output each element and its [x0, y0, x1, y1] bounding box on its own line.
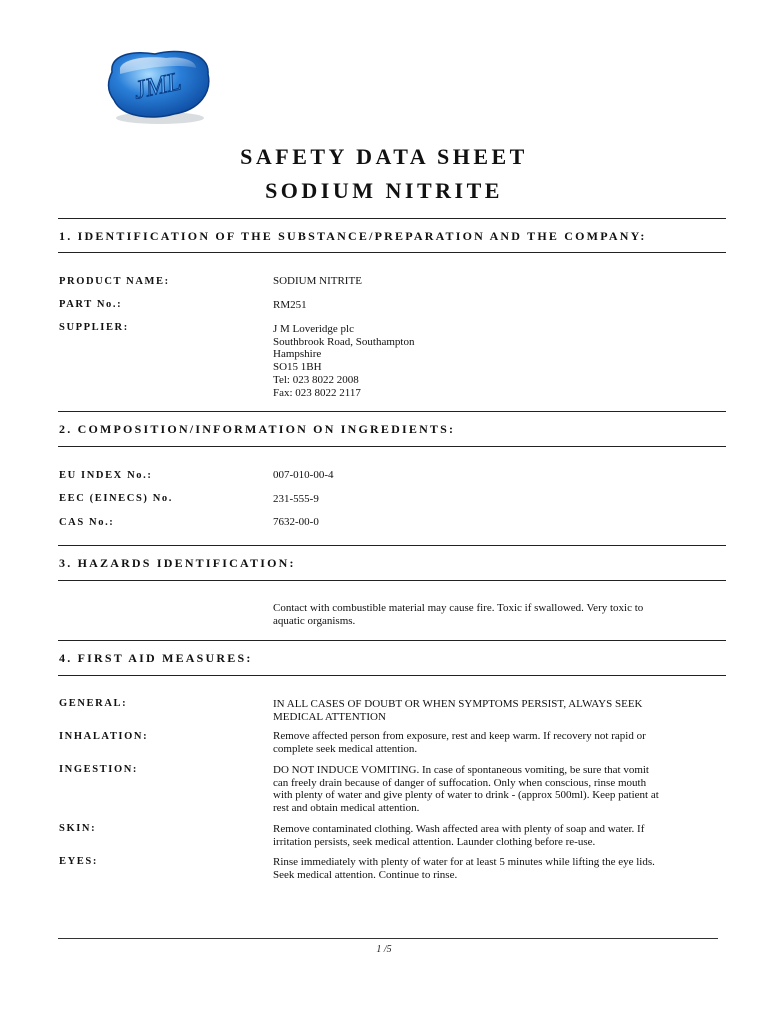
inhalation-line: Remove affected person from exposure, rest and keep warm. If recovery not rapid or	[273, 730, 646, 742]
ingestion-line: can freely drain because of danger of suffocation. Only when conscious, rinse mouth	[273, 776, 647, 789]
general-line: IN ALL CASES OF DOUBT OR WHEN SYMPTOMS PERSIST, ALWAYS SEEK	[273, 698, 643, 710]
supplier-line: Fax: 023 8022 2117	[273, 386, 361, 399]
product-name-value: SODIUM NITRITE	[273, 275, 362, 287]
document-title: SAFETY DATA SHEET	[240, 144, 528, 169]
inhalation-text	[273, 730, 693, 755]
divider	[58, 252, 726, 253]
page-number: 1 /5	[376, 944, 392, 955]
ingestion-text	[273, 764, 693, 815]
ingestion-line: DO NOT INDUCE VOMITING. In case of spontaneous vomiting, be sure that vomit	[273, 764, 649, 776]
part-no-label: PART No.:	[59, 299, 123, 310]
supplier-line: Hampshire	[273, 348, 322, 361]
supplier-label: SUPPLIER:	[59, 322, 129, 333]
general-text	[273, 698, 693, 723]
ingestion-line: rest and obtain medical attention.	[273, 802, 420, 815]
eyes-line: Rinse immediately with plenty of water for at least 5 minutes while lifting the eye lids.	[273, 856, 655, 868]
supplier-address	[273, 323, 693, 399]
section-4-title: 4. FIRST AID MEASURES:	[59, 651, 253, 665]
section-3-title: 3. HAZARDS IDENTIFICATION:	[59, 556, 296, 570]
eec-label: EEC (EINECS) No.	[59, 493, 173, 504]
document-subtitle: SODIUM NITRITE	[265, 178, 503, 203]
hazards-line: Contact with combustible material may cause fire. Toxic if swallowed. Very toxic to	[273, 602, 644, 614]
company-logo	[100, 44, 218, 126]
skin-line: irritation persists, seek medical attention. Launder clothing before re-use.	[273, 835, 596, 848]
skin-label: SKIN:	[59, 823, 97, 834]
divider	[58, 580, 726, 581]
supplier-line: J M Loveridge plc	[273, 323, 354, 335]
logo-text: JML	[131, 66, 184, 105]
skin-line: Remove contaminated clothing. Wash affected area with plenty of soap and water. If	[273, 823, 645, 835]
supplier-line: Tel: 023 8022 2008	[273, 373, 359, 386]
hazards-line: aquatic organisms.	[273, 614, 356, 627]
eyes-text	[273, 856, 693, 881]
hazards-text	[273, 602, 693, 627]
skin-text	[273, 823, 693, 848]
eyes-line: Seek medical attention. Continue to rinse.	[273, 868, 458, 881]
general-line: MEDICAL ATTENTION	[273, 710, 386, 723]
general-label: GENERAL:	[59, 698, 128, 709]
cas-value: 7632-00-0	[273, 516, 319, 528]
ingestion-line: with plenty of water and give plenty of water to drink - (approx 500ml). Keep patient at	[273, 789, 659, 802]
footer-divider	[58, 938, 718, 939]
inhalation-line: complete seek medical attention.	[273, 742, 418, 755]
section-2-title: 2. COMPOSITION/INFORMATION ON INGREDIENTS:	[59, 422, 456, 436]
product-name-label: PRODUCT NAME:	[59, 276, 170, 287]
divider	[58, 545, 726, 546]
divider	[58, 675, 726, 676]
ingestion-label: INGESTION:	[59, 764, 139, 775]
eu-index-value: 007-010-00-4	[273, 469, 334, 481]
eec-value: 231-555-9	[273, 493, 319, 505]
eyes-label: EYES:	[59, 856, 98, 867]
section-1-title: 1. IDENTIFICATION OF THE SUBSTANCE/PREPARATION AND THE COMPANY:	[59, 229, 647, 243]
inhalation-label: INHALATION:	[59, 731, 149, 742]
divider	[58, 218, 726, 219]
supplier-line: Southbrook Road, Southampton	[273, 335, 415, 348]
part-no-value: RM251	[273, 299, 307, 311]
divider	[58, 411, 726, 412]
eu-index-label: EU INDEX No.:	[59, 470, 153, 481]
divider	[58, 640, 726, 641]
divider	[58, 446, 726, 447]
cas-label: CAS No.:	[59, 517, 115, 528]
supplier-line: SO15 1BH	[273, 361, 322, 374]
